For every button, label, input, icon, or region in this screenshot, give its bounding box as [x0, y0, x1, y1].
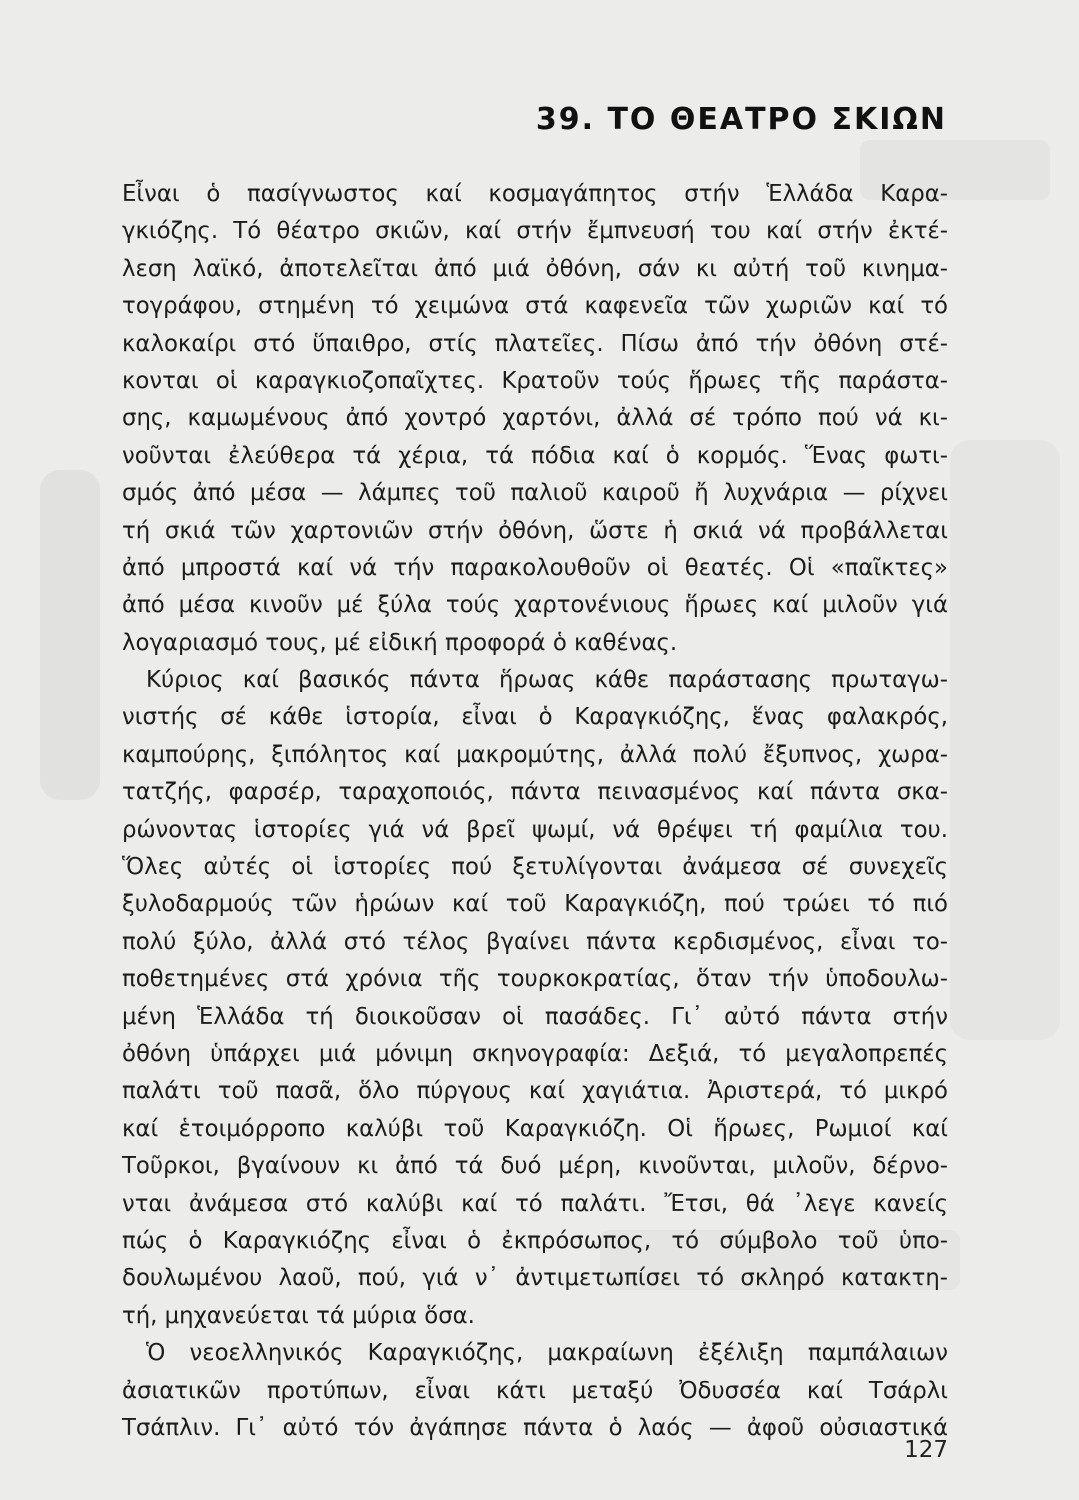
text-line: ξυλοδαρμούς τῶν ἡρώων καί τοῦ Καραγκιόζη, πού τρώει τό πιό: [122, 891, 948, 918]
text-line: σμός ἀπό μέσα — λάμπες τοῦ παλιοῦ καιροῦ ἤ λυχνάρια — ρίχνει: [122, 480, 948, 507]
text-line: δουλωμένου λαοῦ, πού, γιά ν᾽ ἀντιμετωπίσει τό σκληρό κατακτη-: [122, 1265, 948, 1292]
text-line: ἀπό μπροστά καί νά τήν παρακολουθοῦν οἱ θεατές. Οἱ «παῖκτες»: [122, 554, 948, 581]
text-line: Τοῦρκοι, βγαίνουν κι ἀπό τά δυό μέρη, κινοῦνται, μιλοῦν, δέρνο-: [122, 1153, 948, 1180]
text-line: πολύ ξύλο, ἀλλά στό τέλος βγαίνει πάντα κερδισμένος, εἶναι το-: [122, 928, 948, 955]
text-line: νοῦνται ἐλεύθερα τά χέρια, τά πόδια καί ὁ κορμός. Ἕνας φωτι-: [122, 442, 948, 469]
text-line: Κύριος καί βασικός πάντα ἥρωας κάθε παράστασης πρωταγω-: [146, 667, 948, 694]
text-line: παλάτι τοῦ πασᾶ, ὅλο πύργους καί χαγιάτια. Ἀριστερά, τό μικρό: [122, 1078, 948, 1105]
text-line: καί ἑτοιμόρροπο καλύβι τοῦ Καραγκιόζη. Οἱ ἥρωες, Ρωμιοί καί: [122, 1115, 948, 1142]
text-line: Ὁ νεοελληνικός Καραγκιόζης, μακραίωνη ἐξέλιξη παμπάλαιων: [146, 1340, 948, 1367]
text-line: νται ἀνάμεσα στό καλύβι καί τό παλάτι. Ἔτσι, θά ᾽λεγε κανείς: [122, 1190, 948, 1217]
text-line: τατζής, φαρσέρ, ταραχοποιός, πάντα πεινασμένος καί πάντα σκα-: [122, 779, 948, 806]
text-line: ἀπό μέσα κινοῦν μέ ξύλα τούς χαρτονένιους ἥρωες καί μιλοῦν γιά: [122, 592, 948, 619]
text-line: πώς ὁ Καραγκιόζης εἶναι ὁ ἐκπρόσωπος, τό σύμβολο τοῦ ὑπο-: [122, 1227, 948, 1254]
text-line: νιστής σέ κάθε ἱστορία, εἶναι ὁ Καραγκιόζης, ἕνας φαλακρός,: [122, 704, 948, 731]
text-line: τογράφου, στημένη τό χειμώνα στά καφενεῖα τῶν χωριῶν καί τό: [122, 293, 948, 320]
text-line: Ὅλες αὐτές οἱ ἱστορίες πού ξετυλίγονται ἀνάμεσα σέ συνεχεῖς: [122, 854, 948, 881]
text-line: καμπούρης, ξιπόλητος καί μακρομύτης, ἀλλά πολύ ἔξυπνος, χωρα-: [122, 741, 948, 768]
text-line: ποθετημένες στά χρόνια τῆς τουρκοκρατίας, ὅταν τήν ὑποδουλω-: [122, 966, 948, 993]
text-line: λεση λαϊκό, ἀποτελεῖται ἀπό μιά ὀθόνη, σάν κι αὐτή τοῦ κινημα-: [122, 255, 948, 282]
body-text: [122, 176, 948, 1447]
text-line: ἀσιατικῶν προτύπων, εἶναι κάτι μεταξύ Ὀδυσσέα καί Τσάρλι: [122, 1377, 948, 1404]
text-line: ὀθόνη ὑπάρχει μιά μόνιμη σκηνογραφία: Δεξιά, τό μεγαλοπρεπές: [122, 1040, 948, 1067]
text-line: καλοκαίρι στό ὕπαιθρο, στίς πλατεῖες. Πίσω ἀπό τήν ὀθόνη στέ-: [122, 330, 948, 357]
text-line: τή, μηχανεύεται τά μύρια ὅσα.: [122, 1302, 475, 1329]
text-line: κονται οἱ καραγκιοζοπαῖχτες. Κρατοῦν τούς ἥρωες τῆς παράστα-: [122, 367, 948, 394]
text-line: Εἶναι ὁ πασίγνωστος καί κοσμαγάπητος στήν Ἑλλάδα Καρα-: [122, 181, 948, 207]
text-line: ρώνοντας ἱστορίες γιά νά βρεῖ ψωμί, νά θρέψει τή φαμίλια του.: [122, 816, 948, 843]
text-line: λογαριασμό τους, μέ εἰδική προφορά ὁ καθένας.: [122, 629, 678, 656]
text-line: τή σκιά τῶν χαρτονιῶν στήν ὀθόνη, ὥστε ἡ σκιά νά προβάλλεται: [122, 517, 948, 544]
text-line: Τσάπλιν. Γι᾽ αὐτό τόν ἀγάπησε πάντα ὁ λαός — ἀφοῦ οὐσιαστικά: [122, 1414, 948, 1441]
text-line: σης, καμωμένους ἀπό χοντρό χαρτόνι, ἀλλά σέ τρόπο πού νά κι-: [122, 405, 948, 432]
chapter-title: 39. ΤΟ ΘΕΑΤΡΟ ΣΚΙΩΝ: [535, 102, 947, 137]
page-number: 127: [904, 1437, 948, 1463]
text-line: μένη Ἑλλάδα τή διοικοῦσαν οἱ πασάδες. Γι᾽ αὐτό πάντα στήν: [122, 1003, 948, 1030]
text-line: γκιόζης. Τό θέατρο σκιῶν, καί στήν ἔμπνευσή του καί στήν ἐκτέ-: [122, 218, 948, 245]
